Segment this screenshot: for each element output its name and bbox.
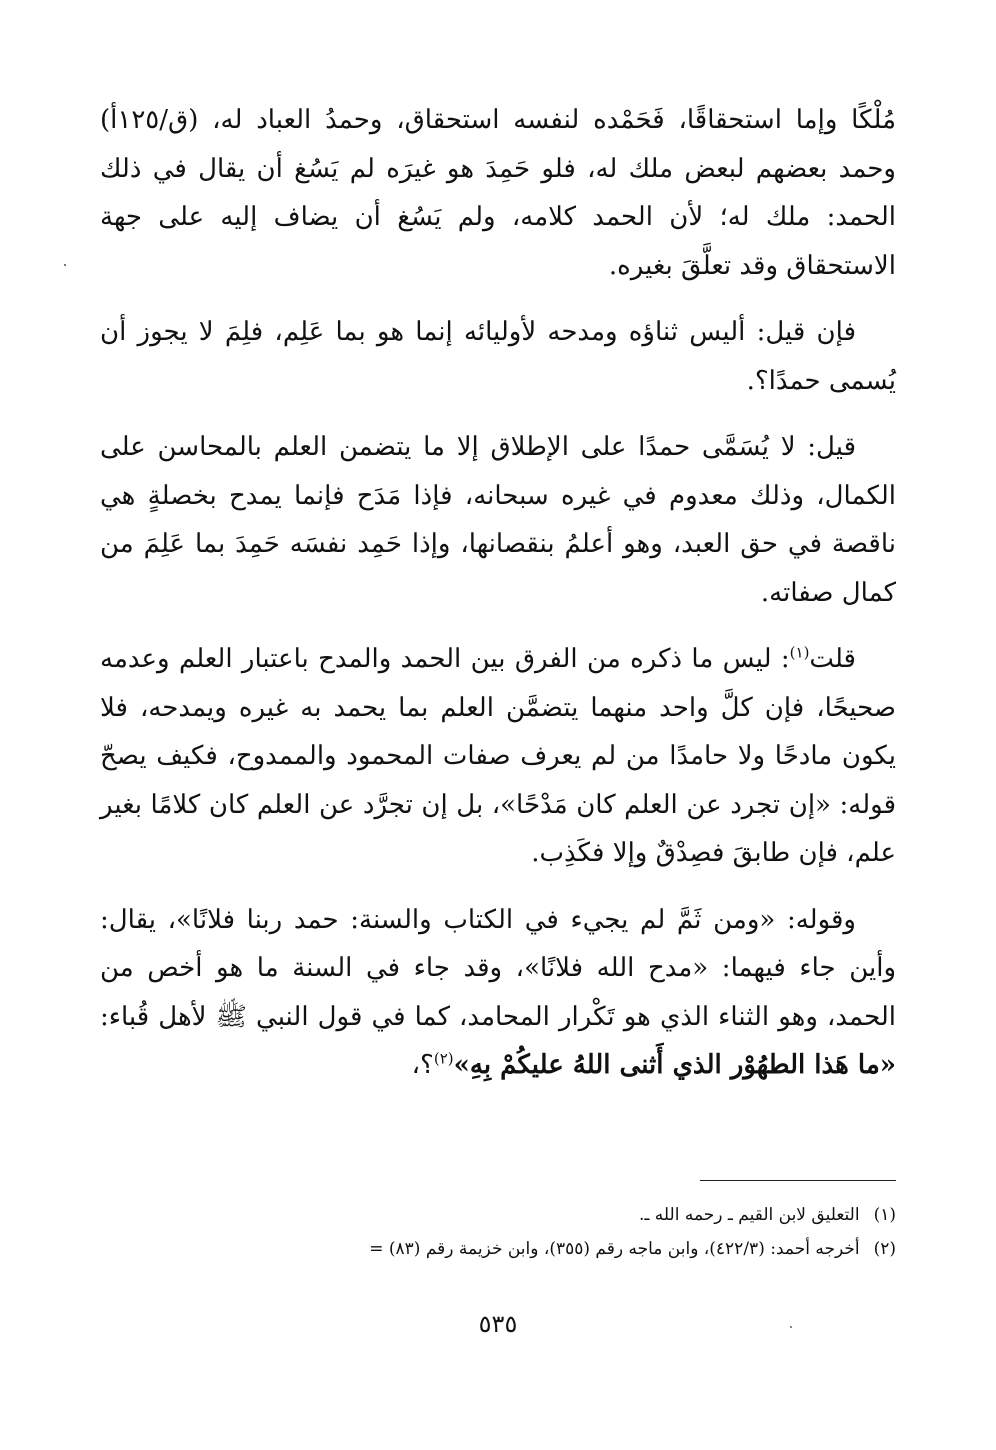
main-text bbox=[100, 96, 896, 1108]
footnote-1 bbox=[100, 1198, 896, 1232]
footnote-number: (١) bbox=[873, 1205, 896, 1225]
paragraph-5 bbox=[100, 896, 896, 1090]
page-number: ٥٣٥ bbox=[478, 1310, 518, 1338]
footnotes bbox=[100, 1198, 896, 1266]
hadith-quote: «ما هَذا الطهُوْر الذي أَثنى اللهُ عليكُمْ بِهِ» bbox=[453, 1050, 896, 1080]
footnote-text: التعليق لابن القيم ـ رحمه الله ـ. bbox=[639, 1205, 860, 1225]
scan-speck bbox=[64, 264, 66, 266]
paragraph-5-text: وقوله: «ومن ثَمَّ لم يجيء في الكتاب والسنة: حمد ربنا فلانًا»، يقال: وأين جاء فيهما: «مدح الله فلانًا»، وقد جاء في السنة ما هو أخص من الحمد، وهو الثناء الذي هو تَكْرار المحامد، كما في قول النبي ﷺ لأهل قُباء: bbox=[100, 904, 897, 1032]
paragraph-4-lead: قلت bbox=[809, 644, 856, 674]
paragraph-4-rest: : ليس ما ذكره من الفرق بين الحمد والمدح باعتبار العلم وعدمه صحيحًا، فإن كلَّ واحد منهما يتضمَّن العلم بما يحمد به غيره ويمدحه، فلا يكون مادحًا ولا حامدًا من لم يعرف صفات المحمود والممدوح، فكيف يصحّ قوله: «إن تجرد عن العلم كان مَدْحًا»، بل إن تجرَّد عن العلم كان كلامًا بغير علم، فإن طابقَ فصِدْقٌ وإلا فكَذِب. bbox=[100, 644, 896, 868]
footnote-separator bbox=[700, 1180, 896, 1181]
paragraph-4 bbox=[100, 635, 896, 878]
paragraph-1: مُلْكًا وإما استحقاقًا، فَحَمْده لنفسه استحقاق، وحمدُ العباد له، (ق/١٢٥أ) وحمد بعضهم لبعض ملك له، فلو حَمِدَ هو غيرَه لم يَسُغ أن يقال في ذلك الحمد: ملك له؛ لأن الحمد كلامه، ولم يَسُغ أن يضاف إليه على جهة الاستحقاق وقد تعلَّقَ بغيره. bbox=[100, 105, 896, 281]
scan-speck bbox=[790, 1326, 792, 1328]
footnote-ref-1[interactable]: (١) bbox=[789, 643, 810, 662]
footnote-number: (٢) bbox=[873, 1239, 896, 1259]
paragraph-2: فإن قيل: أليس ثناؤه ومدحه لأوليائه إنما هو بما عَلِم، فلِمَ لا يجوز أن يُسمى حمدًا؟. bbox=[100, 317, 896, 396]
paragraph-3: قيل: لا يُسَمَّى حمدًا على الإطلاق إلا ما يتضمن العلم بالمحاسن على الكمال، وذلك معدوم في غيره سبحانه، فإذا مَدَح فإنما يمدح بخصلةٍ هي ناقصة في حق العبد، وهو أعلمُ بنقصانها، وإذا حَمِد نفسَه حَمِدَ بما عَلِمَ من كمال صفاته. bbox=[100, 432, 896, 608]
footnote-2 bbox=[100, 1232, 896, 1266]
paragraph-5-tail: ؟، bbox=[411, 1050, 434, 1080]
footnote-text: أخرجه أحمد: (٤٢٢/٣)، وابن ماجه رقم (٣٥٥)، وابن خزيمة رقم (٨٣) = bbox=[369, 1239, 860, 1259]
footnote-ref-2[interactable]: (٢) bbox=[433, 1049, 454, 1068]
